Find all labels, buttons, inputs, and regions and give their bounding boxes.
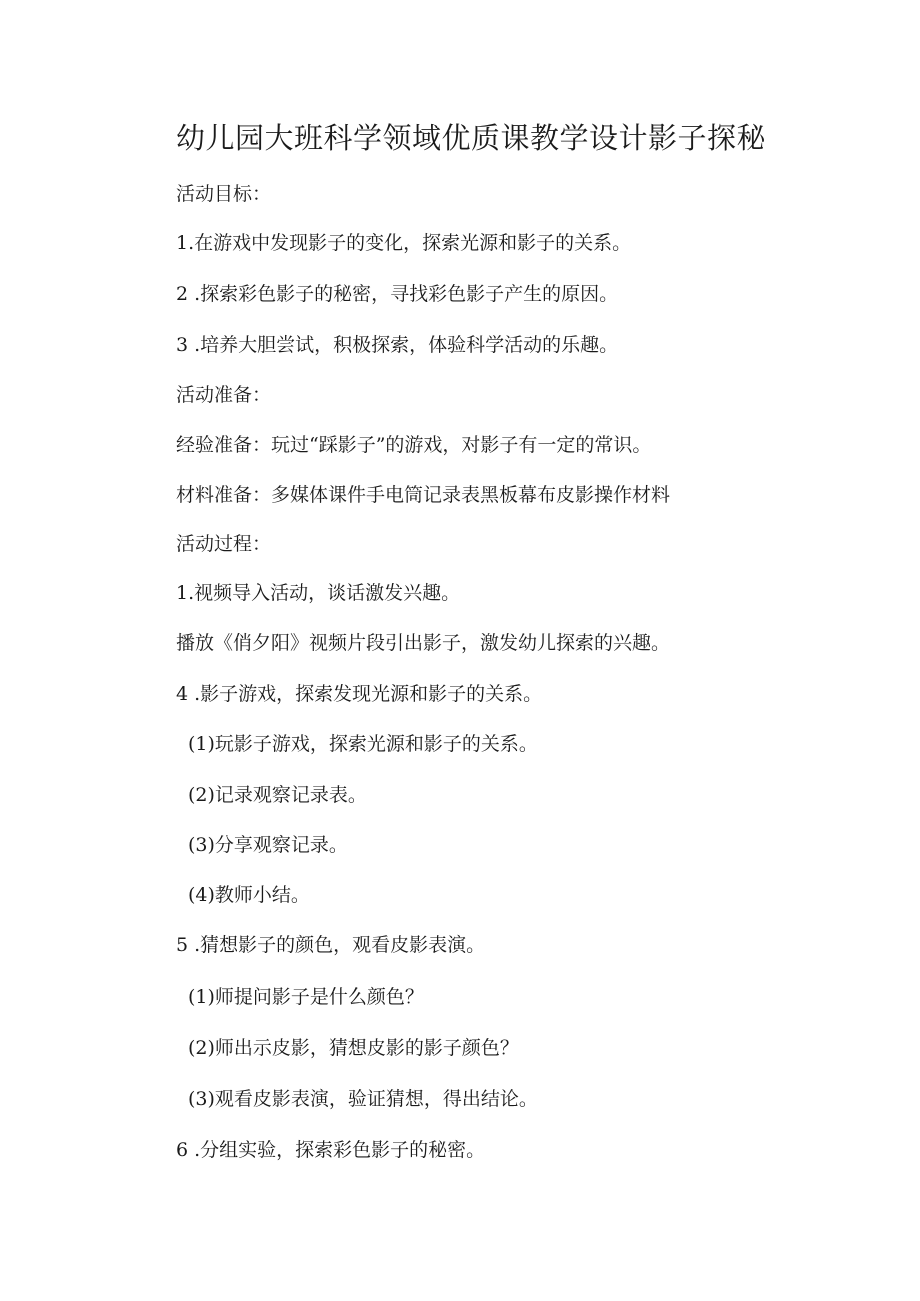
section-heading-process: 活动过程：	[176, 533, 272, 555]
process-step-1-detail: 播放《俏夕阳》视频片段引出影子，激发幼儿探索的兴趣。	[176, 632, 671, 654]
preparation-experience: 经验准备：玩过“踩影子”的游戏，对影子有一定的常识。	[176, 434, 652, 456]
process-step-4: 4 .影子游戏，探索发现光源和影子的关系。	[176, 683, 543, 705]
process-step-5-sub-3: (3)观看皮影表演，验证猜想，得出结论。	[188, 1088, 538, 1110]
document-title: 幼儿园大班科学领域优质课教学设计影子探秘	[176, 121, 767, 155]
goal-item-1: 1.在游戏中发现影子的变化，探索光源和影子的关系。	[176, 232, 632, 254]
goal-item-3: 3 .培养大胆尝试，积极探索，体验科学活动的乐趣。	[176, 334, 619, 356]
process-step-4-sub-3: (3)分享观察记录。	[188, 834, 348, 856]
section-heading-preparation: 活动准备：	[176, 384, 272, 406]
process-step-4-sub-4: (4)教师小结。	[188, 884, 310, 906]
goal-item-2: 2 .探索彩色影子的秘密，寻找彩色影子产生的原因。	[176, 283, 619, 305]
process-step-5-sub-2: (2)师出示皮影，猜想皮影的影子颜色？	[188, 1037, 519, 1059]
process-step-4-sub-2: (2)记录观察记录表。	[188, 784, 367, 806]
process-step-5: 5 .猜想影子的颜色，观看皮影表演。	[176, 934, 486, 956]
process-step-5-sub-1: (1)师提问影子是什么颜色？	[188, 986, 424, 1008]
preparation-materials: 材料准备：多媒体课件手电筒记录表黑板幕布皮影操作材料	[176, 484, 671, 506]
process-step-4-sub-1: (1)玩影子游戏，探索光源和影子的关系。	[188, 733, 538, 755]
section-heading-goals: 活动目标：	[176, 183, 272, 205]
process-step-1: 1.视频导入活动，谈话激发兴趣。	[176, 582, 461, 604]
process-step-6: 6 .分组实验，探索彩色影子的秘密。	[176, 1139, 486, 1161]
